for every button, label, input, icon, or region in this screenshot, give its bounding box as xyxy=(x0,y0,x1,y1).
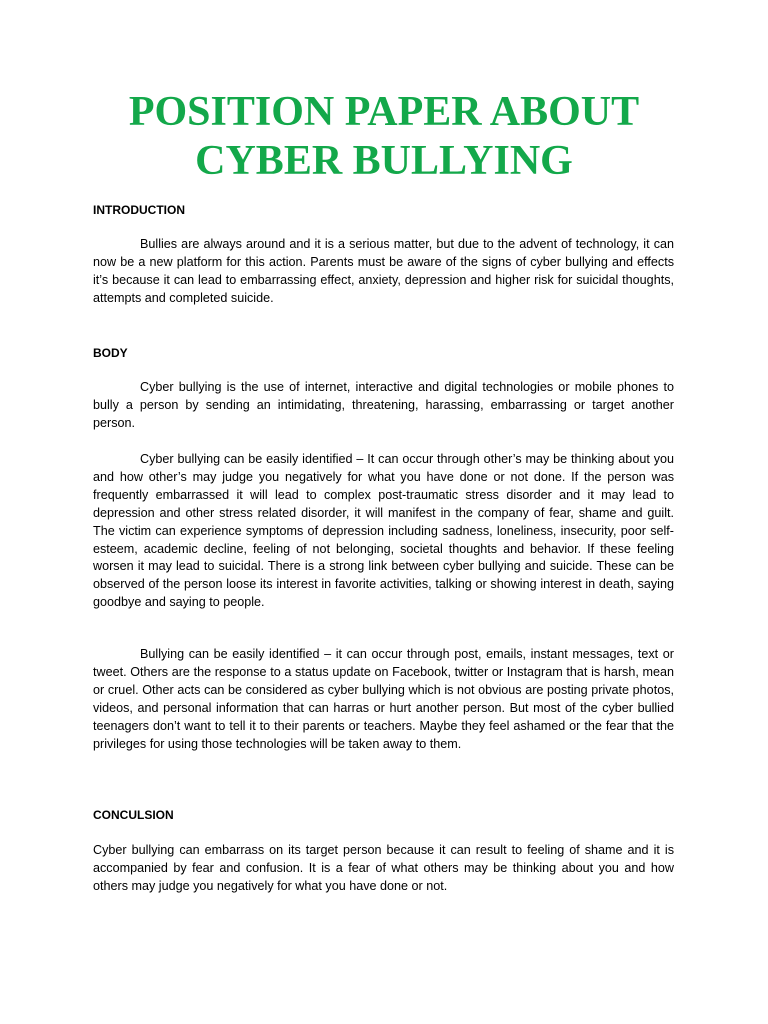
body-paragraph-2: Cyber bullying can be easily identified – It can occur through other’s may be thinking about you and how other’s may judge you negatively for what you have done or not done. If the person was frequently embarrassed it will lead to complex post-traumatic stress disorder and it may lead to depression and other stress related disorder, it will manifest in the company of fear, shame and guilt. The victim can experience symptoms of depression including sadness, loneliness, insecurity, poor self-esteem, academic decline, feeling of not belonging, societal thoughts and behavior. If these feeling worsen it may lead to suicidal. There is a strong link between cyber bullying and suicide. These can be observed of the person loose its interest in favorite activities, talking or showing interest in death, saying goodbye and saying to people. xyxy=(93,452,674,610)
introduction-paragraph: Bullies are always around and it is a serious matter, but due to the advent of technology, it can now be a new platform for this action. Parents must be aware of the signs of cyber bullying and effects it’s because it can lead to embarrassing effect, anxiety, depression and higher risk for suicidal thoughts, attempts and completed suicide. xyxy=(93,237,674,305)
body-paragraph-1: Cyber bullying is the use of internet, interactive and digital technologies or mobile phones to bully a person by sending an intimidating, threatening, harassing, embarrassing or target another person. xyxy=(93,380,674,430)
body-paragraph-3: Bullying can be easily identified – it can occur through post, emails, instant messages, text or tweet. Others are the response to a status update on Facebook, twitter or Instagram that is harsh, mean or cruel. Other acts can be considered as cyber bullying which is not obvious are posting private photos, videos, and personal information that can harras or hurt another person. But most of the cyber bullied teenagers don’t want to tell it to their parents or teachers. Maybe they feel ashamed or the fear that the privileges for using those technologies will be taken away to them. xyxy=(93,647,674,751)
document-title: POSITION PAPER ABOUT CYBER BULLYING xyxy=(128,89,640,184)
conclusion-paragraph: Cyber bullying can embarrass on its target person because it can result to feeling of shame and it is accompanied by fear and confusion. It is a fear of what others may be thinking about you and how others may judge you negatively for what you have done or not. xyxy=(93,843,674,893)
conclusion-heading: CONCULSION xyxy=(93,808,174,822)
body-heading: BODY xyxy=(93,346,128,360)
introduction-heading: INTRODUCTION xyxy=(93,203,185,217)
